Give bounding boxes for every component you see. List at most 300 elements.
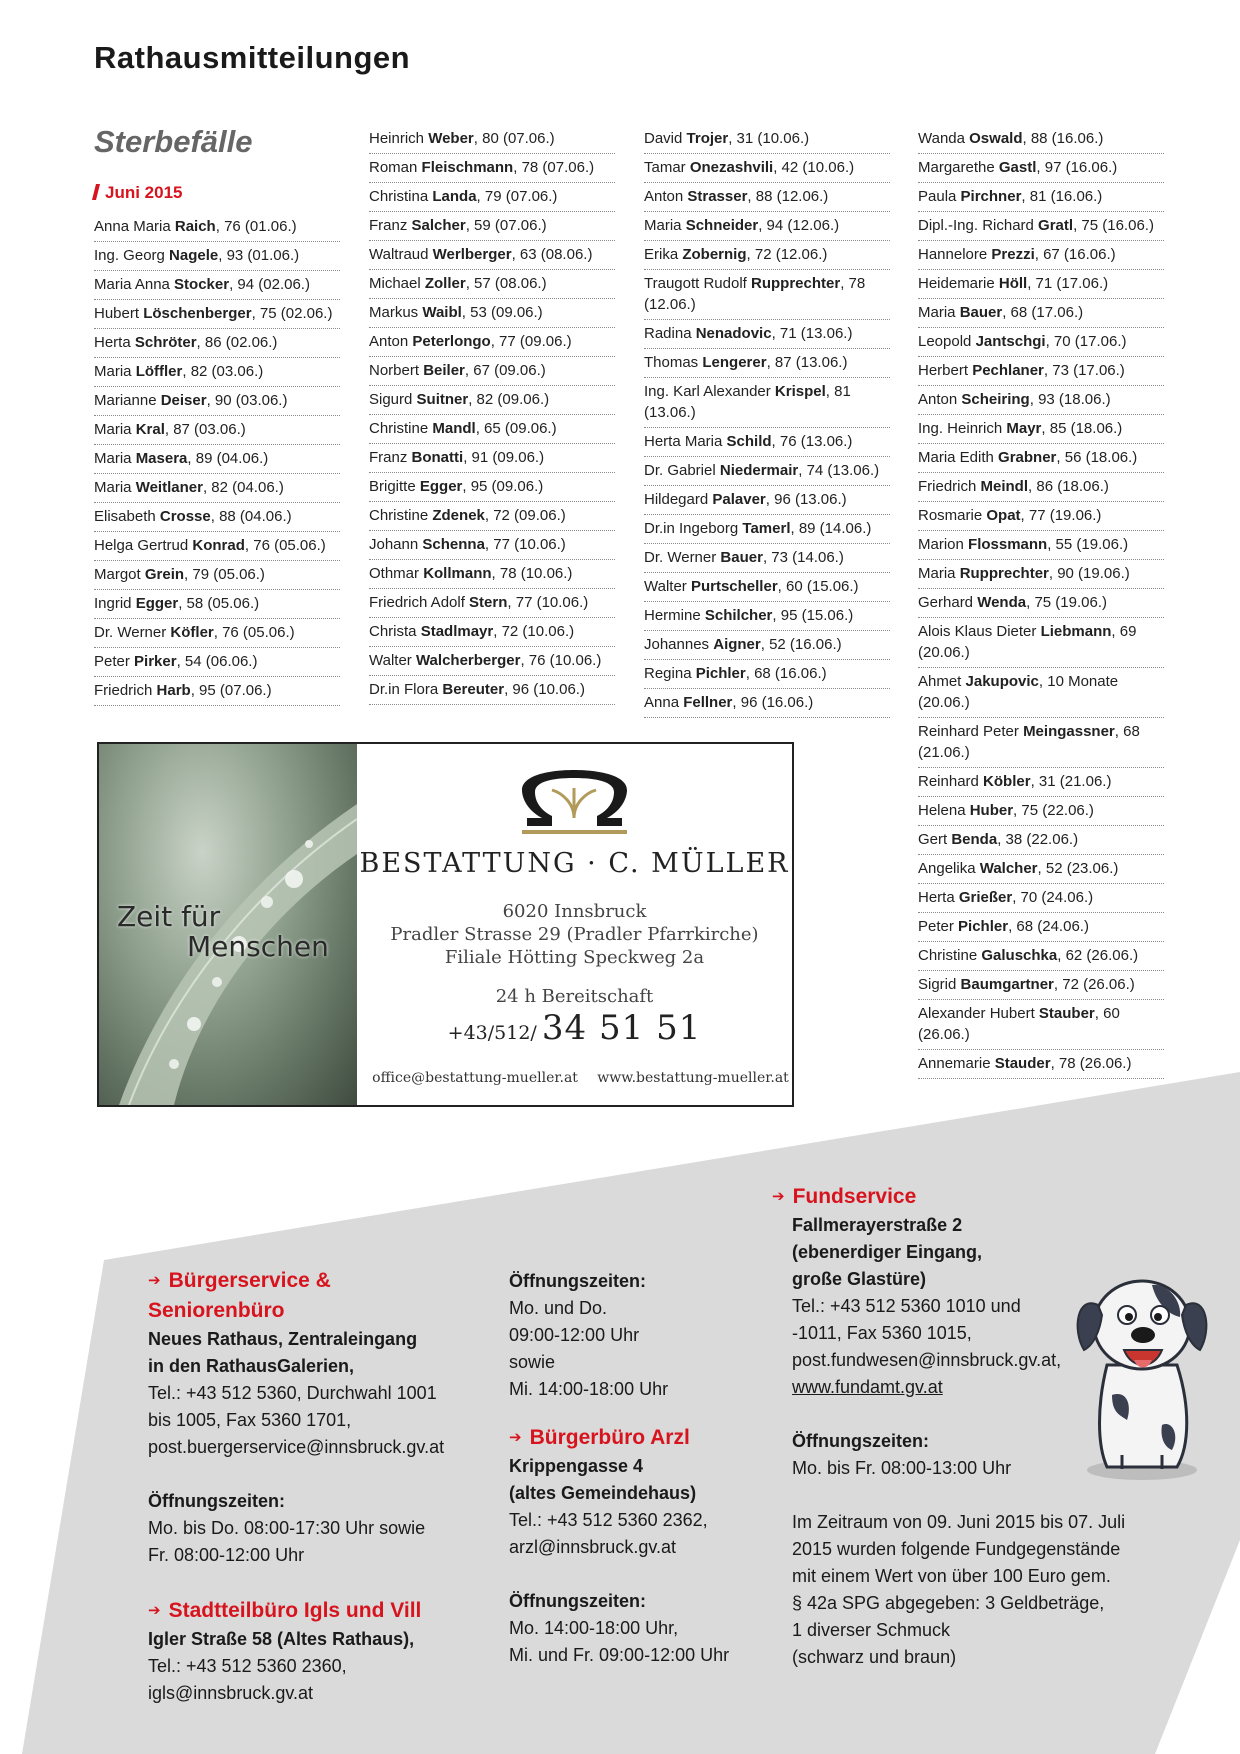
age-date: , 76 (13.06.) (771, 433, 853, 450)
phone-number (357, 1008, 792, 1048)
obituary-entry (644, 573, 890, 602)
family-name: Oswald (969, 130, 1023, 147)
obituary-column-3 (644, 125, 890, 718)
obituary-entry (644, 125, 890, 154)
family-name: Beiler (423, 362, 465, 379)
age-date: , 77 (10.06.) (507, 594, 589, 611)
age-date: , 60 (26.06.) (918, 1005, 1120, 1043)
age-date: , 82 (03.06.) (182, 363, 264, 380)
age-date: , 89 (14.06.) (790, 520, 872, 537)
family-name: Harb (156, 682, 191, 699)
igls-email[interactable]: igls@innsbruck.gv.at (148, 1683, 314, 1703)
age-date: , 68 (24.06.) (1008, 918, 1089, 935)
age-date: , 31 (21.06.) (1030, 773, 1112, 790)
obituary-entry (644, 457, 890, 486)
age-date: , 80 (07.06.) (473, 130, 555, 147)
obituary-entry (918, 768, 1164, 797)
age-date: , 68 (16.06.) (745, 665, 827, 682)
arzl-hours-1: Mo. 14:00-18:00 Uhr, (509, 1618, 679, 1638)
fundservice-website-link[interactable]: www.fundamt.gv.at (792, 1377, 943, 1397)
obituary-entry (644, 689, 890, 718)
obituary-entry (644, 602, 890, 631)
fundservice-note-1: Im Zeitraum von 09. Juni 2015 bis 07. Juli (792, 1512, 1126, 1532)
obituary-entry (918, 531, 1164, 560)
obituary-entry (644, 212, 890, 241)
obituary-entry (644, 349, 890, 378)
obituary-entry (918, 473, 1164, 502)
given-name: Margot (94, 566, 145, 583)
company-address (357, 900, 792, 969)
family-name: Weber (428, 130, 474, 147)
given-name: Waltraud (369, 246, 433, 263)
given-name: Friedrich (94, 682, 157, 699)
given-name: Friedrich Adolf (369, 594, 470, 611)
given-name: Radina (644, 325, 696, 342)
given-name: Anna Maria (94, 218, 175, 235)
family-name: Nenadovic (695, 325, 772, 342)
age-date: , 87 (13.06.) (766, 354, 848, 371)
age-date: , 60 (15.06.) (777, 578, 859, 595)
age-date: , 95 (07.06.) (190, 682, 272, 699)
given-name: Gerhard (918, 594, 978, 611)
family-name: Palaver (712, 491, 766, 508)
family-name: Prezzi (991, 246, 1035, 263)
age-date: , 77 (10.06.) (484, 536, 566, 553)
family-name: Schneider (685, 217, 759, 234)
age-date: , 42 (10.06.) (773, 159, 855, 176)
age-date: , 82 (09.06.) (468, 391, 550, 408)
obituary-entry (918, 718, 1164, 768)
fundservice-title: Fundservice (792, 1185, 917, 1208)
family-name: Jakupovic (965, 673, 1039, 690)
fundservice-note-6: (schwarz und braun) (792, 1647, 957, 1667)
family-name: Krispel (774, 383, 826, 400)
family-name: Konrad (192, 537, 245, 554)
family-name: Nagele (169, 247, 219, 264)
obituary-entry (369, 589, 615, 618)
family-name: Huber (969, 802, 1014, 819)
fundservice-note-4: § 42a SPG abgegeben: 3 Geldbeträge, (792, 1593, 1105, 1613)
obituary-entry (369, 241, 615, 270)
obituary-entry (369, 444, 615, 473)
given-name: Hermine (644, 607, 705, 624)
family-name: Purtscheller (690, 578, 778, 595)
fundservice-contact-2: -1011, Fax 5360 1015, (792, 1323, 972, 1343)
given-name: Peter (94, 653, 135, 670)
fundservice-hours: Mo. bis Fr. 08:00-13:00 Uhr (792, 1458, 1012, 1478)
ad-text-block (357, 744, 792, 1105)
family-name: Crosse (159, 508, 211, 525)
given-name: Christine (369, 420, 433, 437)
family-name: Grabner (998, 449, 1057, 466)
age-date: , 72 (09.06.) (484, 507, 566, 524)
age-date: , 79 (05.06.) (184, 566, 265, 583)
given-name: Marion (918, 536, 969, 553)
given-name: Maria Edith (918, 449, 999, 466)
family-name: Fleischmann (421, 159, 514, 176)
given-name: Sigurd (369, 391, 417, 408)
arzl-hours-2: Mi. und Fr. 09:00-12:00 Uhr (509, 1645, 730, 1665)
given-name: Maria (94, 421, 136, 438)
age-date: , 90 (19.06.) (1048, 565, 1130, 582)
address-line-1: 6020 Innsbruck (502, 901, 647, 922)
buergerservice-heading (148, 1266, 468, 1326)
age-date: , 81 (16.06.) (1021, 188, 1103, 205)
obituary-entry (369, 560, 615, 589)
given-name: Ahmet (918, 673, 966, 690)
age-date: , 71 (13.06.) (771, 325, 853, 342)
age-date: , 96 (13.06.) (765, 491, 847, 508)
age-date: , 93 (18.06.) (1029, 391, 1111, 408)
age-date: , 75 (19.06.) (1026, 594, 1107, 611)
age-date: , 73 (14.06.) (762, 549, 844, 566)
family-name: Köbler (983, 773, 1031, 790)
family-name: Stocker (174, 276, 230, 293)
funeral-advertisement (97, 742, 794, 1107)
given-name: Ing. Karl Alexander (644, 383, 775, 400)
age-date: , 88 (04.06.) (210, 508, 292, 525)
given-name: Reinhard Peter (918, 723, 1024, 740)
family-name: Egger (135, 595, 179, 612)
family-name: Werlberger (432, 246, 512, 263)
given-name: Maria Anna (94, 276, 175, 293)
family-name: Lengerer (702, 354, 767, 371)
family-name: Löffler (135, 363, 183, 380)
fundservice-heading (772, 1182, 1132, 1212)
arzl-address-2: (altes Gemeindehaus) (509, 1483, 697, 1503)
obituary-entry (918, 913, 1164, 942)
given-name: Peter (918, 918, 959, 935)
family-name: Bereuter (442, 681, 505, 698)
family-name: Schröter (134, 334, 197, 351)
family-name: Höll (998, 275, 1028, 292)
age-date: , 57 (08.06.) (465, 275, 547, 292)
obituary-entry (644, 544, 890, 573)
obituary-entry (918, 270, 1164, 299)
given-name: Gert (918, 831, 952, 848)
family-name: Grießer (958, 889, 1013, 906)
given-name: Helga Gertrud (94, 537, 193, 554)
age-date: , 86 (18.06.) (1028, 478, 1109, 495)
given-name: Maria (918, 304, 960, 321)
obituary-entry (918, 1050, 1164, 1079)
family-name: Pichler (958, 918, 1009, 935)
family-name: Weitlaner (135, 479, 203, 496)
given-name: Franz (369, 217, 412, 234)
age-date: , 90 (03.06.) (206, 392, 288, 409)
arrow-right-icon: ➔ (772, 1188, 785, 1205)
family-name: Salcher (411, 217, 466, 234)
given-name: Hubert (94, 305, 144, 322)
buergerservice-block (148, 1266, 468, 1707)
family-name: Kollmann (423, 565, 492, 582)
obituary-entry (94, 474, 340, 503)
family-name: Meingassner (1023, 723, 1115, 740)
phone-prefix: +43/512/ (447, 1022, 537, 1044)
arrow-right-icon: ➔ (148, 1602, 161, 1619)
age-date: , 54 (06.06.) (176, 653, 258, 670)
age-date: , 63 (08.06.) (511, 246, 593, 263)
fundservice-hours-label: Öffnungszeiten: (792, 1431, 929, 1451)
age-date: , 65 (09.06.) (475, 420, 557, 437)
ad-email[interactable]: office@bestattung-mueller.at (372, 1070, 578, 1086)
igls-phone: Tel.: +43 512 5360 2360, (148, 1656, 347, 1676)
age-date: , 59 (07.06.) (465, 217, 547, 234)
age-date: , 78 (10.06.) (491, 565, 573, 582)
obituary-entry (94, 503, 340, 532)
phone-main: 34 51 51 (541, 1008, 702, 1048)
month-text: Juni 2015 (105, 183, 183, 202)
family-name: Pechlaner (972, 362, 1044, 379)
obituary-entry (644, 378, 890, 428)
family-name: Peterlongo (412, 333, 491, 350)
age-date: , 52 (16.06.) (760, 636, 842, 653)
age-date: , 10 Monate (20.06.) (918, 673, 1119, 711)
obituary-entry (644, 660, 890, 689)
middle-block (509, 1268, 769, 1669)
obituary-entry (369, 473, 615, 502)
given-name: Franz (369, 449, 412, 466)
fundservice-email[interactable]: post.fundwesen@innsbruck.gv.at, (792, 1350, 1062, 1370)
age-date: , 94 (12.06.) (758, 217, 840, 234)
age-date: , 31 (10.06.) (728, 130, 810, 147)
age-date: , 76 (05.06.) (213, 624, 295, 641)
family-name: Wenda (977, 594, 1027, 611)
month-label (94, 183, 183, 203)
obituary-entry (94, 213, 340, 242)
age-date: , 52 (23.06.) (1037, 860, 1119, 877)
obituary-entry (918, 212, 1164, 241)
given-name: Elisabeth (94, 508, 160, 525)
obituary-entry (644, 241, 890, 270)
given-name: Walter (369, 652, 416, 669)
age-date: , 82 (04.06.) (202, 479, 284, 496)
age-date: , 96 (10.06.) (504, 681, 585, 698)
given-name: Dr. Werner (644, 549, 721, 566)
age-date: , 94 (02.06.) (229, 276, 310, 293)
obituary-entry (918, 618, 1164, 668)
age-date: , 67 (09.06.) (464, 362, 546, 379)
given-name: Heinrich (369, 130, 429, 147)
family-name: Aigner (713, 636, 761, 653)
given-name: Dr.in Ingeborg (644, 520, 743, 537)
given-name: Norbert (369, 362, 424, 379)
age-date: , 78 (07.06.) (513, 159, 595, 176)
obituary-entry (369, 502, 615, 531)
given-name: Anna (644, 694, 684, 711)
fundservice-address-2: (ebenerdiger Eingang, (792, 1242, 983, 1262)
given-name: Maria (644, 217, 686, 234)
family-name: Stadlmayr (420, 623, 494, 640)
family-name: Opat (986, 507, 1021, 524)
arrow-right-icon: ➔ (509, 1429, 522, 1446)
obituary-entry (369, 154, 615, 183)
given-name: Ing. Heinrich (918, 420, 1007, 437)
age-date: , 77 (09.06.) (490, 333, 572, 350)
middle-hours-4: Mi. 14:00-18:00 Uhr (509, 1379, 669, 1399)
age-date: , 70 (17.06.) (1045, 333, 1127, 350)
given-name: Traugott Rudolf (644, 275, 751, 292)
age-date: , 72 (10.06.) (493, 623, 575, 640)
family-name: Stern (469, 594, 508, 611)
given-name: Johann (369, 536, 423, 553)
family-name: Kral (135, 421, 165, 438)
obituary-entry (369, 299, 615, 328)
buergerservice-hours-2: Fr. 08:00-12:00 Uhr (148, 1545, 305, 1565)
obituary-entry (94, 387, 340, 416)
given-name: Alexander Hubert (918, 1005, 1039, 1022)
family-name: Raich (174, 218, 216, 235)
age-date: , 88 (16.06.) (1022, 130, 1104, 147)
obituary-entry (918, 386, 1164, 415)
igls-address: Igler Straße 58 (Altes Rathaus), (148, 1629, 415, 1649)
obituary-entry (918, 415, 1164, 444)
family-name: Bauer (720, 549, 763, 566)
given-name: Anton (644, 188, 688, 205)
igls-title: Stadtteilbüro Igls und Vill (168, 1599, 422, 1622)
obituary-entry (918, 971, 1164, 1000)
obituary-entry (94, 300, 340, 329)
age-date: , 95 (15.06.) (772, 607, 854, 624)
age-date: , 88 (12.06.) (747, 188, 829, 205)
family-name: Flossmann (968, 536, 1048, 553)
family-name: Bonatti (411, 449, 464, 466)
obituary-entry (94, 271, 340, 300)
obituary-entry (94, 648, 340, 677)
address-line-3: Filiale Hötting Speckweg 2a (444, 947, 705, 968)
given-name: Christina (369, 188, 433, 205)
age-date: , 73 (17.06.) (1043, 362, 1125, 379)
given-name: Roman (369, 159, 422, 176)
obituary-entry (369, 415, 615, 444)
given-name: Dr. Werner (94, 624, 171, 641)
family-name: Bauer (959, 304, 1003, 321)
given-name: Reinhard (918, 773, 984, 790)
family-name: Fellner (683, 694, 733, 711)
obituary-entry (918, 855, 1164, 884)
given-name: Anton (369, 333, 413, 350)
ad-website[interactable]: www.bestattung-mueller.at (597, 1070, 789, 1086)
family-name: Egger (419, 478, 463, 495)
given-name: Marianne (94, 392, 161, 409)
obituary-entry (94, 242, 340, 271)
age-date: , 81 (13.06.) (644, 383, 851, 421)
given-name: Anton (918, 391, 962, 408)
family-name: Scheiring (961, 391, 1030, 408)
obituary-entry (918, 560, 1164, 589)
given-name: Christine (918, 947, 982, 964)
given-name: Herbert (918, 362, 973, 379)
obituary-entry (369, 270, 615, 299)
given-name: Walter (644, 578, 691, 595)
family-name: Zobernig (682, 246, 747, 263)
family-name: Pirchner (960, 188, 1022, 205)
age-date: , 89 (04.06.) (187, 450, 269, 467)
slogan-line-1: Zeit für (117, 900, 221, 933)
fundservice-note-5: 1 diverser Schmuck (792, 1620, 951, 1640)
given-name: Maria (94, 479, 136, 496)
given-name: Christa (369, 623, 421, 640)
obituary-entry (94, 358, 340, 387)
family-name: Deiser (160, 392, 207, 409)
given-name: Erika (644, 246, 683, 263)
obituary-entry (369, 531, 615, 560)
obituary-entry (918, 241, 1164, 270)
family-name: Rupprechter (959, 565, 1049, 582)
family-name: Jantschgi (975, 333, 1046, 350)
obituary-entry (918, 154, 1164, 183)
family-name: Grein (144, 566, 185, 583)
availability-text: 24 h Bereitschaft (495, 986, 654, 1007)
given-name: Dipl.-Ing. Richard (918, 217, 1039, 234)
family-name: Baumgartner (960, 976, 1054, 993)
fundservice-contact-1: Tel.: +43 512 5360 1010 und (792, 1296, 1021, 1316)
obituary-entry (644, 154, 890, 183)
arzl-title: Bürgerbüro Arzl (529, 1426, 690, 1449)
family-name: Meindl (980, 478, 1029, 495)
obituary-entry (369, 125, 615, 154)
given-name: Paula (918, 188, 961, 205)
obituary-entry (918, 884, 1164, 913)
middle-hours-2: 09:00-12:00 Uhr (509, 1325, 640, 1345)
obituary-entry (918, 942, 1164, 971)
age-date: , 77 (19.06.) (1020, 507, 1102, 524)
fundservice-note-3: mit einem Wert von über 100 Euro gem. (792, 1566, 1111, 1586)
obituary-entry (644, 631, 890, 660)
age-date: , 95 (09.06.) (462, 478, 544, 495)
obituary-entry (94, 329, 340, 358)
obituary-column-4 (918, 125, 1164, 1079)
obituary-entry (644, 515, 890, 544)
obituary-entry (644, 486, 890, 515)
obituary-entry (94, 561, 340, 590)
given-name: Annemarie (918, 1055, 995, 1072)
obituary-entry (369, 212, 615, 241)
family-name: Waibl (422, 304, 462, 321)
given-name: Maria (94, 450, 136, 467)
age-date: , 67 (16.06.) (1034, 246, 1116, 263)
buergerservice-address-1: Neues Rathaus, Zentraleingang (148, 1329, 418, 1349)
arzl-email[interactable]: arzl@innsbruck.gv.at (509, 1537, 677, 1557)
family-name: Mandl (432, 420, 476, 437)
obituary-entry (918, 328, 1164, 357)
buergerservice-email[interactable]: post.buergerservice@innsbruck.gv.at (148, 1437, 445, 1457)
fundservice-address-3: große Glastüre) (792, 1269, 927, 1289)
age-date: , 68 (17.06.) (1002, 304, 1084, 321)
given-name: Hildegard (644, 491, 713, 508)
ad-slogan (117, 902, 329, 962)
given-name: Regina (644, 665, 696, 682)
given-name: Johannes (644, 636, 714, 653)
family-name: Zoller (424, 275, 466, 292)
given-name: Heidemarie (918, 275, 999, 292)
age-date: , 58 (05.06.) (178, 595, 260, 612)
given-name: Sigrid (918, 976, 961, 993)
obituary-entry (918, 589, 1164, 618)
family-name: Landa (432, 188, 477, 205)
buergerservice-contact-1: Tel.: +43 512 5360, Durchwahl 1001 (148, 1383, 437, 1403)
obituary-column-2 (369, 125, 615, 705)
obituary-entry (94, 445, 340, 474)
obituary-entry (369, 676, 615, 705)
given-name: Leopold (918, 333, 976, 350)
family-name: Pirker (134, 653, 177, 670)
age-date: , 71 (17.06.) (1027, 275, 1109, 292)
age-date: , 76 (01.06.) (215, 218, 297, 235)
age-date: , 38 (22.06.) (997, 831, 1079, 848)
age-date: , 85 (18.06.) (1041, 420, 1123, 437)
given-name: Christine (369, 507, 433, 524)
